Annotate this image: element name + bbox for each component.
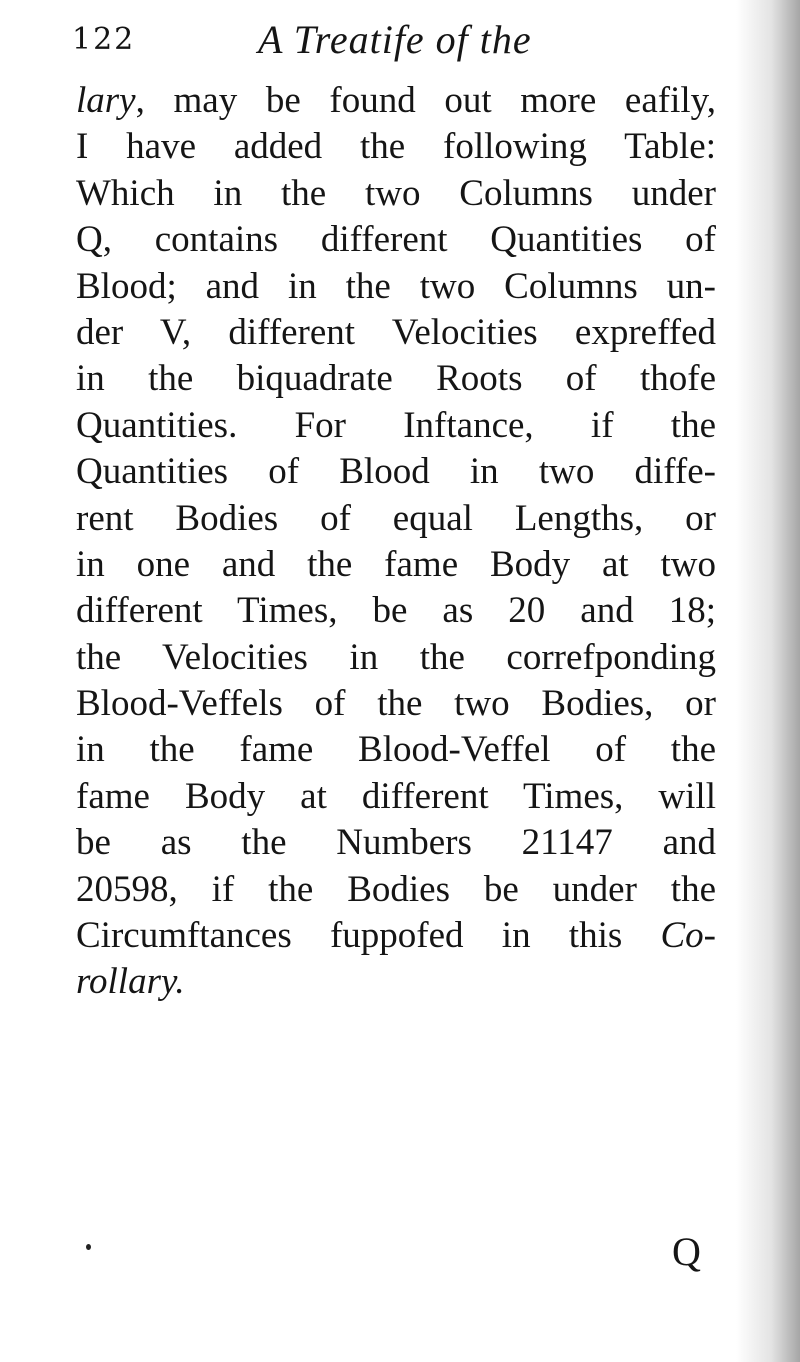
body-text [76,78,716,1006]
running-head: A Treatife of the [258,17,532,62]
text-line: Quantities. For Inftance, if the [76,404,716,446]
text-line: der V, different Velocities expreffed [76,311,716,353]
spine-shadow [736,0,800,1362]
italic-word-co: Co- [660,915,716,957]
italic-word-rollary: rollary. [76,961,185,1003]
text-line: Quantities of Blood in two diffe- [76,451,716,493]
text-line: fame Body at different Times, will [76,775,716,817]
text-line: the Velocities in the correfponding [76,636,716,678]
catchword: Q [672,1229,701,1274]
page-number: 122 [72,22,136,57]
text-line: rent Bodies of equal Lengths, or [76,497,716,539]
text-line: Which in the two Columns under [76,172,716,214]
text-line: in the fame Blood-Veffel of the [76,729,716,771]
ink-speck [86,1244,91,1250]
text-line: I have added the following Table: [76,126,716,168]
text-line [76,78,716,124]
text-line: Blood; and in the two Columns un- [76,265,716,307]
text-line-last [76,959,716,1005]
text-line: in the biquadrate Roots of thofe [76,358,716,400]
text-line: Q, contains different Quantities of [76,219,716,261]
text-line [76,913,716,959]
text-line: 20598, if the Bodies be under the [76,868,716,910]
text-line: Blood-Veffels of the two Bodies, or [76,683,716,725]
page-header [72,16,732,66]
text-line-rest: , may be found out more eafily, [135,80,716,121]
italic-word-lary: lary [76,80,136,121]
text-line: in one and the fame Body at two [76,543,716,585]
text-line: different Times, be as 20 and 18; [76,590,716,632]
text-line-start: Circumftances fuppofed in this [76,915,661,957]
text-line: be as the Numbers 21147 and [76,822,716,864]
